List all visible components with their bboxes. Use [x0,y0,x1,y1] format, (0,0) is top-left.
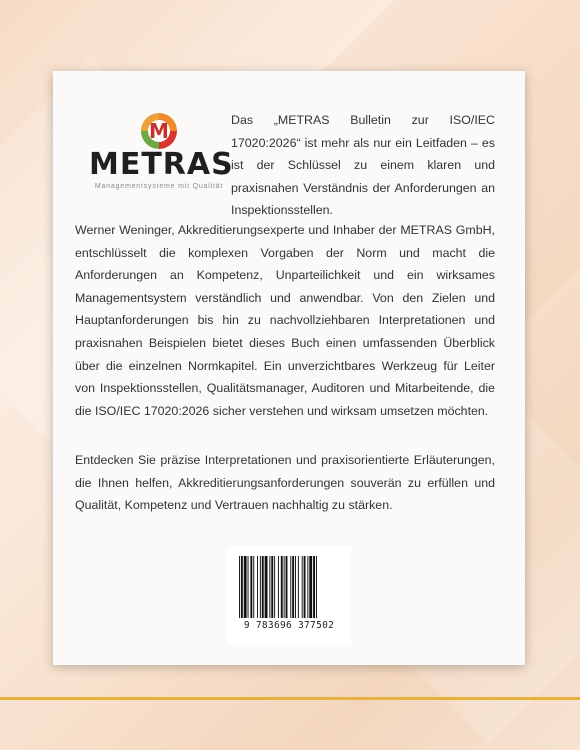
main-paragraph: Werner Weninger, Akkreditierungsexperte und Inhaber der METRAS GmbH, entschlüsselt die komplexen Vorgaben der Norm und macht die Anforderungen an Kompetenz, Unparteilichkeit und ein wirksames Managementsystem verständlich und anwendbar. Von den Zielen und Hauptanforderungen bis hin zu nachvollziehbaren Interpretationen und praxisnahen Beispielen bietet dieses Buch einen umfassenden Überblick über die einzelnen Normkapitel. Ein unverzichtbares Werkzeug für Leiter von Inspektionsstellen, Qualitätsmanager, Auditoren und Mitarbeitende, die die ISO/IEC 17020:2026 sicher verstehen und wirksam umsetzen möchten. [75,223,495,418]
brand-name: METRAS [89,147,234,182]
barcode-bar [307,556,308,618]
barcode-bar [257,556,258,618]
isbn-number: 9 783696 377502 [243,620,335,631]
barcode-bar [298,556,299,618]
barcode-bar [239,556,240,618]
barcode-bars [239,556,339,618]
closing-paragraph: Entdecken Sie präzise Interpretationen und praxisorientierte Erläuterungen, die Ihnen helfen, Akkreditierungsanforderungen souverän zu erfüllen und Qualität, Kompetenz und Vertrauen nachhaltig zu stärken. [75,453,495,513]
barcode-bar [313,556,315,618]
metras-logo [89,111,234,191]
metras-logo-icon [139,111,179,151]
gold-divider-line [0,697,580,700]
barcode-bar [304,556,306,618]
barcode-bar [278,556,279,618]
barcode-bar [316,556,317,618]
barcode-bar [284,556,285,618]
logo-letter: M [149,119,169,143]
barcode-bar [241,556,243,618]
barcode-bar [244,556,247,618]
brand-tagline: Managementsysteme mit Qualität [94,183,224,190]
isbn-barcode [227,546,351,645]
barcode-bar [250,556,252,618]
barcode-bar [295,556,296,618]
barcode-bar [253,556,254,618]
barcode-bar [262,556,264,618]
barcode-bar [302,556,303,618]
back-cover-card [53,71,525,665]
barcode-bar [271,556,273,618]
barcode-bar [265,556,268,618]
barcode-bar [281,556,283,618]
barcode-bar [309,556,312,618]
barcode-bar [274,556,275,618]
barcode-bar [286,556,288,618]
barcode-bar [269,556,270,618]
intro-paragraph: Das „METRAS Bulletin zur ISO/IEC 17020:2026“ ist mehr als nur ein Leitfaden – es ist der Schlüssel zu einem klaren und praxisnahen Verständnis der Anforderungen an Inspektionsstellen. [231,113,495,218]
barcode-bar [260,556,261,618]
barcode-bar [248,556,249,618]
barcode-bar [290,556,291,618]
barcode-bar [292,556,294,618]
